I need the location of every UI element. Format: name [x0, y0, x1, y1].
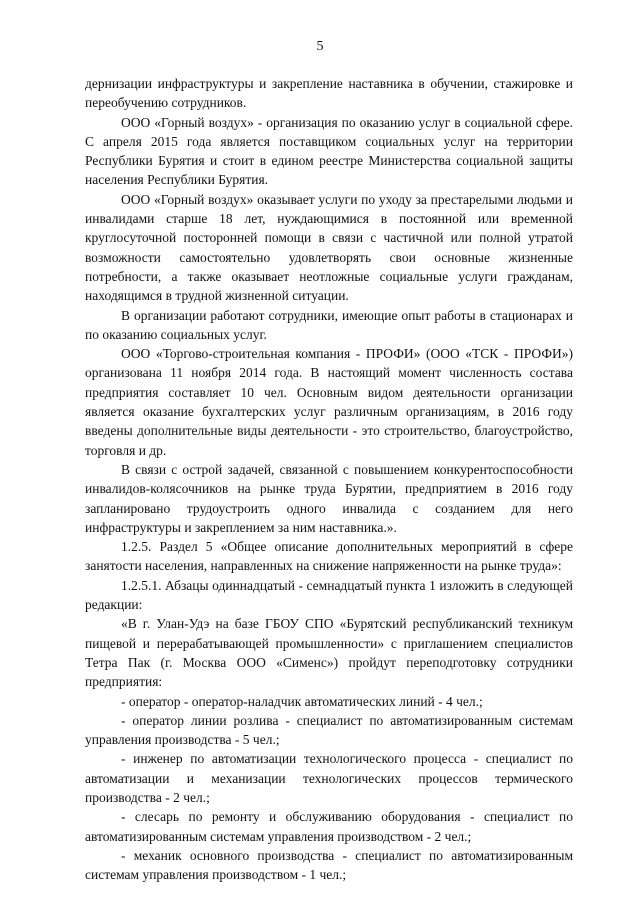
paragraph-3: ООО «Горный воздух» оказывает услуги по уходу за престарелыми людьми и инвалидами старше 18 лет, нуждающимися в постоянной или временной круглосуточной посторонней помощи в связи с частичной или полной утратой возможности самостоятельно удовлетворять свои основные жизненные потребности, а также оказывает неотложные социальные услуги гражданам, находящимся в трудной жизненной ситуации.: [85, 191, 573, 304]
list-item-5: - механик основного производства - специалист по автоматизированным системам управления производством - 1 чел.;: [85, 847, 573, 883]
paragraph-5: ООО «Торгово-строительная компания - ПРОФИ» (ООО «ТСК - ПРОФИ») организована 11 ноября 2014 года. В настоящий момент численность состава предприятия составляет 10 чел. Основным видом деятельности организации является оказание бухгалтерских услуг различным организациям, в 2016 году введены дополнительные виды деятельности - это строительство, благоустройство, торговля и др.: [85, 346, 573, 458]
paragraph-7: 1.2.5. Раздел 5 «Общее описание дополнительных мероприятий в сфере занятости населения, направленных на снижение напряженности на рынке труда»:: [85, 539, 573, 574]
paragraph-9: «В г. Улан-Удэ на базе ГБОУ СПО «Бурятский республиканский техникум пищевой и перерабатывающей промышленности» с приглашением специалистов Тетра Пак (г. Москва ООО «Сименс») пройдут переподготовку сотрудники предприятия:: [85, 616, 573, 690]
paragraph-2: ООО «Горный воздух» - организация по оказанию услуг в социальной сфере. С апреля 2015 года является поставщиком социальных услуг на территории Республики Бурятия и стоит в едином реестре Министерства социальной защиты населения Республики Бурятия.: [85, 114, 573, 188]
list-item-3: - инженер по автоматизации технологического процесса - специалист по автоматизации и механизации технологических процессов термического производства - 2 чел.;: [85, 751, 573, 805]
paragraph-6: В связи с острой задачей, связанной с повышением конкурентоспособности инвалидов-колясочников на рынке труда Бурятии, предприятием в 2016 году запланировано трудоустроить одного инвалида с созданием для него инфраструктуры и закреплением за ним наставника.».: [85, 461, 573, 535]
document-body: [85, 74, 573, 884]
paragraph-8: 1.2.5.1. Абзацы одиннадцатый - семнадцатый пункта 1 изложить в следующей редакции:: [85, 577, 573, 613]
list-item-4: - слесарь по ремонту и обслуживанию оборудования - специалист по автоматизированным системам управления производством - 2 чел.;: [85, 809, 573, 844]
paragraph-1: дернизации инфраструктуры и закрепление наставника в обучении, стажировке и переобучению сотрудников.: [85, 76, 573, 111]
list-item-1: - оператор - оператор-наладчик автоматических линий - 4 чел.;: [121, 693, 483, 709]
page-number: 5: [316, 39, 324, 54]
paragraph-4: В организации работают сотрудники, имеющие опыт работы в стационарах и по оказанию социальных услуг.: [85, 307, 573, 342]
list-item-2: - оператор линии розлива - специалист по автоматизированным системам управления производства - 5 чел.;: [85, 712, 573, 748]
